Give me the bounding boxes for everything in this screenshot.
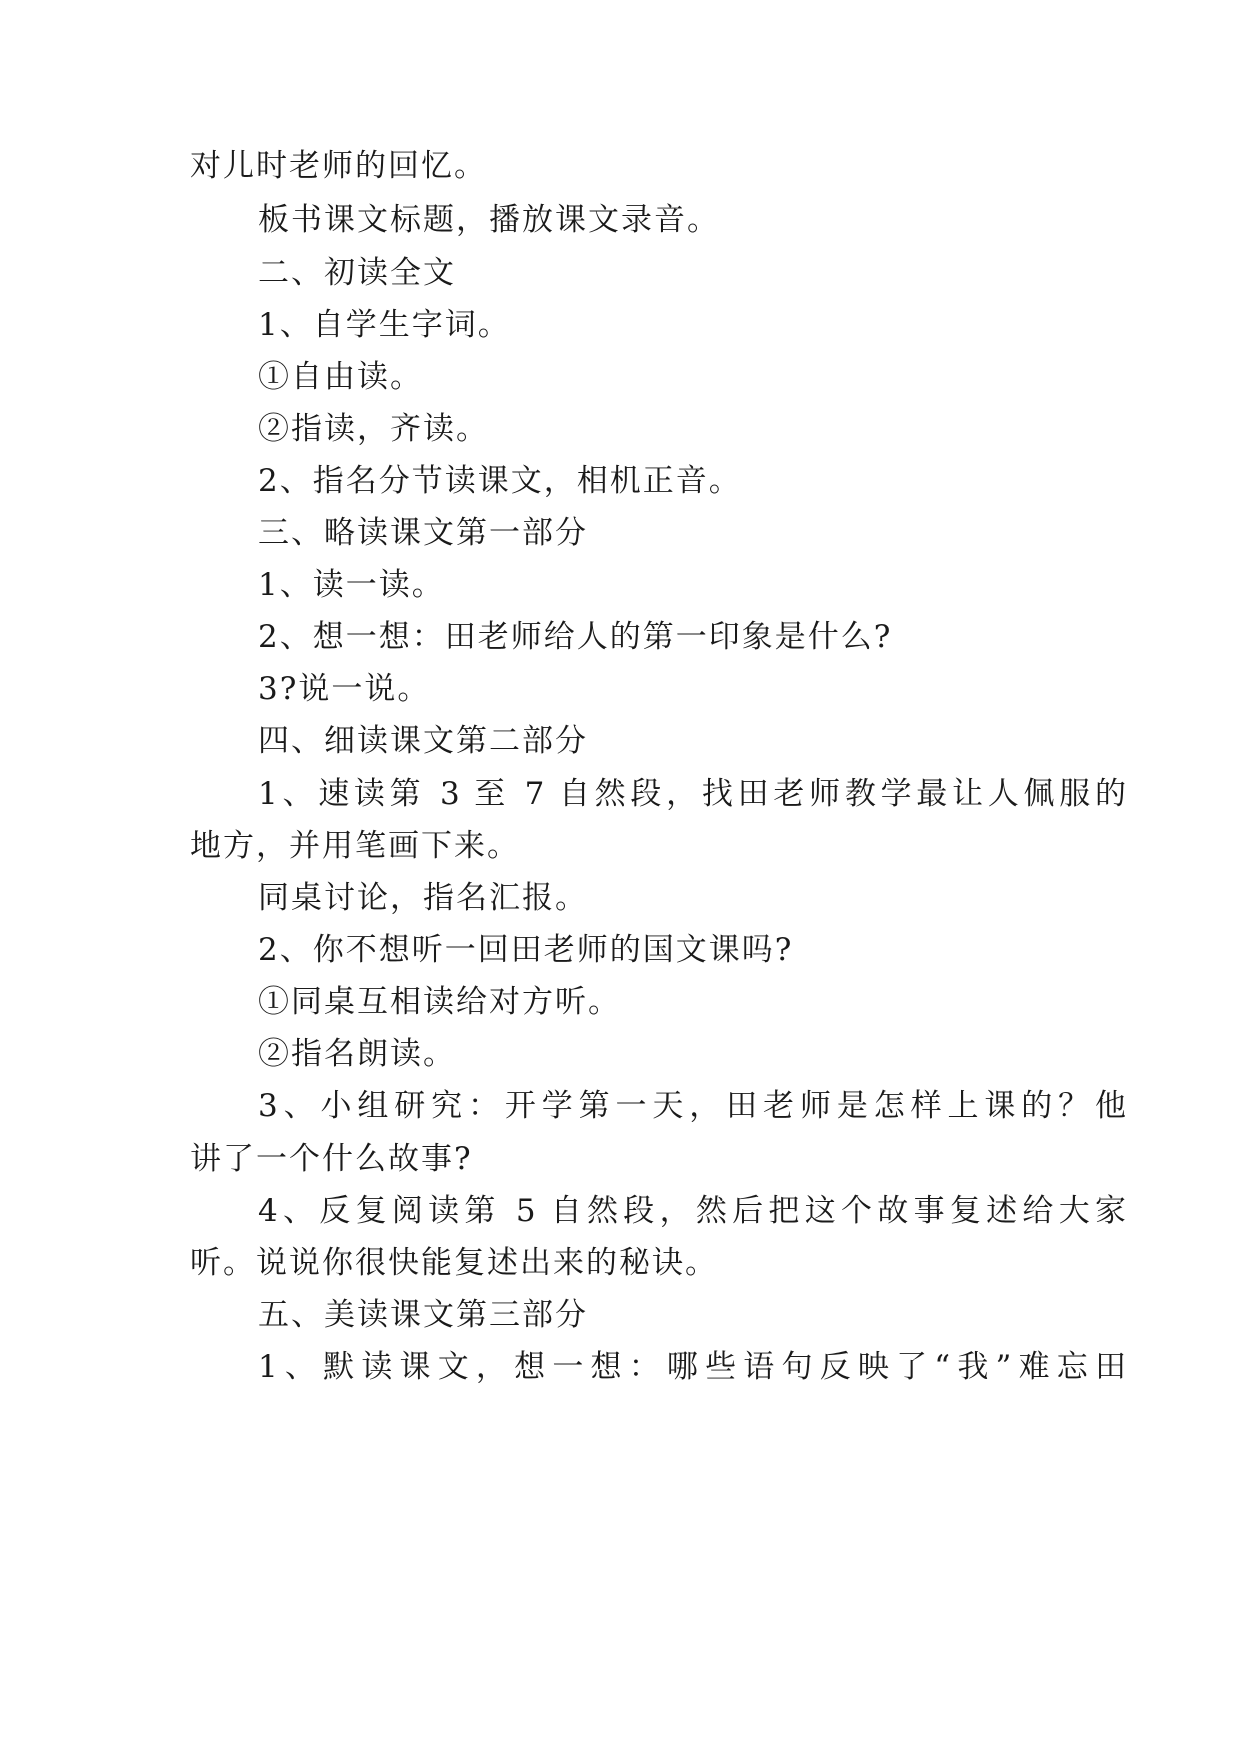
section-heading: 五、美读课文第三部分 <box>258 1297 588 1333</box>
paragraph-line: 3?说一说。 <box>258 671 431 707</box>
paragraph-line: 1、速读第 3 至 7 自然段，找田老师教学最让人佩服的 <box>258 776 1126 812</box>
paragraph-line: 1、自学生字词。 <box>258 307 511 343</box>
section-heading: 四、细读课文第二部分 <box>258 723 588 759</box>
paragraph-line: ①同桌互相读给对方听。 <box>258 984 621 1020</box>
paragraph-line: 4、反复阅读第 5 自然段，然后把这个故事复述给大家 <box>258 1193 1126 1229</box>
paragraph-line: 听。说说你很快能复述出来的秘诀。 <box>190 1245 718 1281</box>
paragraph-line: ②指名朗读。 <box>258 1036 456 1072</box>
paragraph-line: 地方，并用笔画下来。 <box>190 828 520 864</box>
section-heading: 三、略读课文第一部分 <box>258 515 588 551</box>
paragraph-line: 2、你不想听一回田老师的国文课吗? <box>258 932 794 968</box>
paragraph-line: ②指读，齐读。 <box>258 411 489 447</box>
paragraph-line: 1、读一读。 <box>258 567 445 603</box>
paragraph-line: 讲了一个什么故事? <box>190 1141 473 1177</box>
paragraph-line: 同桌讨论，指名汇报。 <box>258 880 588 916</box>
paragraph-line: 对儿时老师的回忆。 <box>190 148 487 184</box>
paragraph-line: ①自由读。 <box>258 359 423 395</box>
paragraph-line: 2、指名分节读课文，相机正音。 <box>258 463 742 499</box>
paragraph-line: 3、小组研究：开学第一天，田老师是怎样上课的？他 <box>258 1088 1126 1124</box>
section-heading: 二、初读全文 <box>258 255 456 291</box>
paragraph-line: 2、想一想：田老师给人的第一印象是什么? <box>258 619 893 655</box>
paragraph-line: 板书课文标题，播放课文录音。 <box>258 202 720 238</box>
paragraph-line: 1、默读课文，想一想：哪些语句反映了“我”难忘田 <box>258 1349 1126 1385</box>
